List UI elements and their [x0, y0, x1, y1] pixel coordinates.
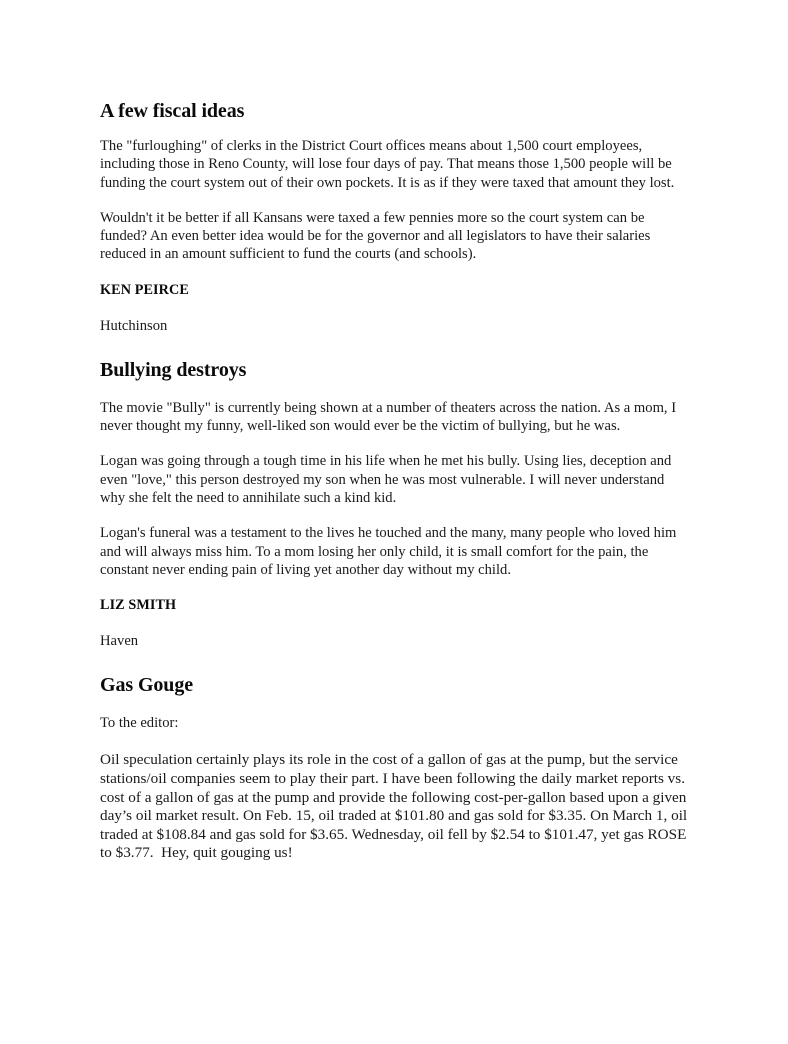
letter-signature-fiscal: KEN PEIRCE	[100, 281, 189, 298]
letter-bullying-destroys	[100, 359, 688, 650]
letter-paragraph: Logan's funeral was a testament to the lives he touched and the many, many people who loved him and will always miss him. To a mom losing her only child, it is small comfort for the pain, the constant never ending pain of living yet another day without my child.	[100, 525, 681, 578]
letter-title-bullying: Bullying destroys	[100, 358, 247, 381]
document-content	[100, 100, 691, 863]
letter-paragraph: The "furloughing" of clerks in the District Court offices means about 1,500 court employees, including those in Reno County, will lose four days of pay. That means those 1,500 people will be funding the court system out of their own pockets. It is as if they were taxed that amount they lost.	[100, 138, 676, 191]
letter-city-fiscal: Hutchinson	[100, 317, 168, 334]
letter-paragraph: The movie "Bully" is currently being shown at a number of theaters across the nation. As a mom, I never thought my funny, well-liked son would ever be the victim of bullying, but he was.	[100, 399, 680, 435]
letter-title-gas-gouge: Gas Gouge	[100, 674, 193, 697]
letter-signature-bullying: LIZ SMITH	[100, 597, 177, 614]
letter-salutation-gas-gouge: To the editor:	[100, 715, 179, 732]
letter-paragraph: Wouldn't it be better if all Kansans were taxed a few pennies more so the court system can be funded? An even better idea would be for the governor and all legislators to have their salaries reduced in an amount sufficient to fund the courts (and schools).	[100, 209, 654, 263]
letter-title-fiscal: A few fiscal ideas	[100, 100, 245, 122]
letter-city-bullying: Haven	[100, 633, 139, 650]
letter-gas-gouge	[100, 674, 691, 863]
letter-a-few-fiscal-ideas	[100, 100, 688, 335]
letter-paragraph: Logan was going through a tough time in his life when he met his bully. Using lies, deception and even "love," this person destroyed my son when he was most vulnerable. I will never understand why she felt the need to annihilate such a kind kid.	[100, 453, 676, 506]
letter-paragraph: Oil speculation certainly plays its role in the cost of a gallon of gas at the pump, but the service stations/oil companies seem to play their part. I have been following the daily market reports vs. cost of a gallon of gas at the pump and provide the following cost-per-gallon based upon a given day’s oil market result. On Feb. 15, oil traded at $101.80 and gas sold for $3.35. On March 1, oil traded at $108.84 and gas sold for $3.65. Wednesday, oil fell by $2.54 to $101.47, yet gas ROSE to $3.77. Hey, quit gouging us!	[100, 751, 691, 862]
